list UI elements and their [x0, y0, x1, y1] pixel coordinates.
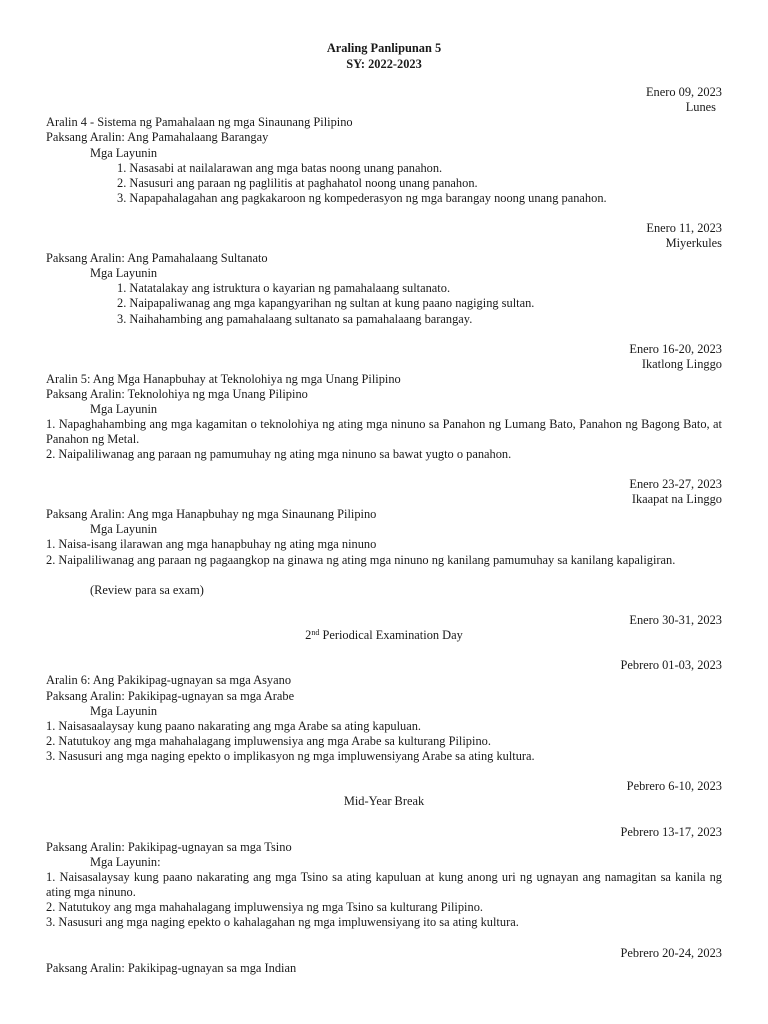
- objective-item: 1. Naisasalaysay kung paano nakarating ang mga Tsino sa ating kapuluan at kung anong uri ng ugnayan ang namagitan sa kanila ng ating mga ninuno.: [46, 870, 722, 900]
- objective-item: 2. Nasusuri ang paraan ng paglilitis at paghahatol noong unang panahon.: [117, 176, 478, 190]
- exam-ordinal-suffix: nd: [311, 628, 320, 637]
- date-enero-16-20: Enero 16-20, 2023: [629, 342, 722, 356]
- document-title: Araling Panlipunan 5: [326, 41, 442, 55]
- layunin-label: Mga Layunin: [90, 704, 158, 718]
- date-pebrero-6-10: Pebrero 6-10, 2023: [626, 779, 722, 793]
- aralin-6-title: Aralin 6: Ang Pakikipag-ugnayan sa mga Asyano: [46, 673, 292, 687]
- day-miyerkules: Miyerkules: [665, 236, 722, 250]
- date-enero-30-31: Enero 30-31, 2023: [629, 613, 722, 627]
- aralin-4-title: Aralin 4 - Sistema ng Pamahalaan ng mga Sinaunang Pilipino: [46, 115, 353, 129]
- layunin-label: Mga Layunin: [90, 266, 158, 280]
- paksang-aralin: Paksang Aralin: Ang Pamahalaang Barangay: [46, 130, 269, 144]
- layunin-label: Mga Layunin: [90, 522, 158, 536]
- review-note: (Review para sa exam): [90, 583, 204, 597]
- exam-number: 2: [305, 628, 312, 642]
- objective-item: 3. Nasusuri ang mga naging epekto o implikasyon ng mga impluwensiyang Arabe sa ating kultura.: [46, 749, 535, 763]
- paksang-aralin: Paksang Aralin: Pakikipag-ugnayan sa mga Tsino: [46, 840, 292, 854]
- objective-item: 3. Napapahalagahan ang pagkakaroon ng kompederasyon ng mga barangay noong unang panahon.: [117, 191, 607, 205]
- objective-item: 2. Naipaliliwanag ang paraan ng pamumuhay ng ating mga ninuno sa bawat yugto o panahon.: [46, 447, 512, 461]
- objective-item: 2. Naipaliliwanag ang paraan ng pagaangkop na ginawa ng ating mga ninuno ng kanilang pamumuhay sa kanilang kapaligiran.: [46, 553, 676, 567]
- paksang-aralin: Paksang Aralin: Ang mga Hanapbuhay ng mga Sinaunang Pilipino: [46, 507, 377, 521]
- exam-text: Periodical Examination Day: [319, 628, 463, 642]
- objective-item: 1. Natatalakay ang istruktura o kayarian ng pamahalaang sultanato.: [117, 281, 451, 295]
- objective-item: 2. Natutukoy ang mga mahahalagang impluwensiya ang mga Arabe sa kulturang Pilipino.: [46, 734, 491, 748]
- objective-item: 2. Natutukoy ang mga mahahalagang impluwensiya ng mga Tsino sa kulturang Pilipino.: [46, 900, 483, 914]
- objective-item: 1. Naisa-isang ilarawan ang mga hanapbuhay ng ating mga ninuno: [46, 537, 377, 551]
- school-year: SY: 2022-2023: [346, 56, 422, 71]
- objective-item: 1. Napaghahambing ang mga kagamitan o teknolohiya ng ating mga ninuno sa Panahon ng Lumang Bato, Panahon ng Bagong Bato, at Panahon ng Metal.: [46, 417, 722, 447]
- objective-item: 1. Naisasaalaysay kung paano nakarating ang mga Arabe sa ating kapuluan.: [46, 719, 422, 733]
- date-pebrero-13-17: Pebrero 13-17, 2023: [620, 825, 722, 839]
- objective-item: 1. Nasasabi at nailalarawan ang mga batas noong unang panahon.: [117, 161, 443, 175]
- day-lunes: Lunes: [685, 100, 716, 114]
- paksang-aralin: Paksang Aralin: Teknolohiya ng mga Unang Pilipino: [46, 387, 308, 401]
- document-header: [0, 41, 768, 72]
- layunin-label: Mga Layunin: [90, 146, 158, 160]
- aralin-5-title: Aralin 5: Ang Mga Hanapbuhay at Teknolohiya ng mga Unang Pilipino: [46, 372, 401, 386]
- date-enero-23-27: Enero 23-27, 2023: [629, 477, 722, 491]
- paksang-aralin: Paksang Aralin: Pakikipag-ugnayan sa mga Arabe: [46, 689, 295, 703]
- objective-item: 3. Nasusuri ang mga naging epekto o kahalagahan ng mga impluwensiyang ito sa ating kultura.: [46, 915, 519, 929]
- day-ikaapat-na-linggo: Ikaapat na Linggo: [631, 492, 722, 506]
- date-pebrero-01-03: Pebrero 01-03, 2023: [620, 658, 722, 672]
- objective-item: 2. Naipapaliwanag ang mga kapangyarihan ng sultan at kung paano nagiging sultan.: [117, 296, 535, 310]
- layunin-label: Mga Layunin: [90, 402, 158, 416]
- objective-item: 3. Naihahambing ang pamahalaang sultanato sa pamahalaang barangay.: [117, 312, 473, 326]
- layunin-label: Mga Layunin:: [90, 855, 161, 869]
- paksang-aralin: Paksang Aralin: Pakikipag-ugnayan sa mga Indian: [46, 961, 297, 975]
- paksang-aralin: Paksang Aralin: Ang Pamahalaang Sultanato: [46, 251, 268, 265]
- periodical-exam-label: [0, 628, 768, 643]
- date-pebrero-20-24: Pebrero 20-24, 2023: [620, 946, 722, 960]
- day-ikatlong-linggo: Ikatlong Linggo: [641, 357, 722, 371]
- date-enero-09: Enero 09, 2023: [645, 85, 722, 99]
- mid-year-break: Mid-Year Break: [343, 794, 425, 808]
- date-enero-11: Enero 11, 2023: [646, 221, 722, 235]
